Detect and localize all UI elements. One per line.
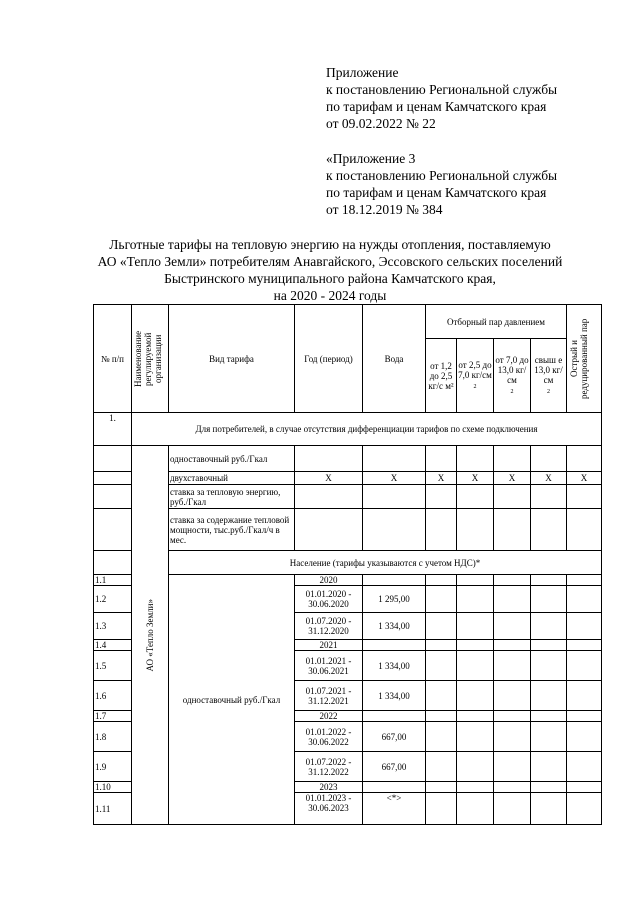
row-water [363,640,426,651]
header-line: Приложение [326,65,399,80]
kind-energy-rate: ставка за тепловую энергию, руб./Гкал [169,485,295,509]
header-p2: от 2,5 до 7,0 кг/см 2 [457,339,494,413]
kind-capacity-rate: ставка за содержание тепловой мощности, тыс.руб./Гкал/ч в мес. [169,509,295,551]
tariff-table [93,304,602,825]
org-name-cell: АО «Тепло Земли» [132,446,169,825]
header-line: к постановлению Региональной службы [326,82,558,97]
x-mark: Х [363,472,426,485]
row-num: 1.5 [94,651,132,681]
row-period: 2023 [295,782,363,793]
x-mark: Х [531,472,567,485]
section-title: Для потребителей, в случае отсутствия дифференциации тарифов по схеме подключения [132,413,602,446]
row-period: 01.01.2023 - 30.06.2023 [295,793,363,825]
row-num: 1.1 [94,575,132,586]
header-line: от 18.12.2019 № 384 [326,202,443,217]
header-block-2 [326,150,557,218]
x-mark: Х [494,472,531,485]
row-water [363,782,426,793]
row-period: 01.01.2022 - 30.06.2022 [295,722,363,752]
header-line: по тарифам и ценам Камчатского края [326,99,547,114]
row-num: 1.3 [94,613,132,640]
header-p3: от 7,0 до 13,0 кг/см 2 [494,339,531,413]
row-water: 667,00 [363,752,426,782]
header-line: «Приложение 3 [326,151,416,166]
row-period: 01.07.2020 - 31.12.2020 [295,613,363,640]
row-period: 2020 [295,575,363,586]
title-line: Льготные тарифы на тепловую энергию на нужды отопления, поставляемую [109,237,551,252]
row-water: 1 334,00 [363,651,426,681]
header-year: Год (период) [295,305,363,413]
row-water [363,575,426,586]
header-water: Вода [363,305,426,413]
row-period: 2022 [295,711,363,722]
document-title [60,236,600,304]
population-row: Население (тарифы указываются с учетом НДС)* [169,551,602,575]
title-line: на 2020 - 2024 годы [273,288,387,303]
row-num: 1.6 [94,681,132,711]
header-line: от 09.02.2022 № 22 [326,116,436,131]
row-num: 1.9 [94,752,132,782]
x-mark: Х [295,472,363,485]
row-water [363,711,426,722]
row-num: 1.7 [94,711,132,722]
header-kind: Вид тарифа [169,305,295,413]
x-mark: Х [426,472,457,485]
row-period: 01.07.2022 - 31.12.2022 [295,752,363,782]
header-line: по тарифам и ценам Камчатского края [326,185,547,200]
header-num: № п/п [94,305,132,413]
x-mark: Х [457,472,494,485]
row-water: 667,00 [363,722,426,752]
title-line: АО «Тепло Земли» потребителям Анавгайского, Эссовского сельских поселений [97,254,563,269]
header-p4: свыш е 13,0 кг/см 2 [531,339,567,413]
row-period: 2021 [295,640,363,651]
kind-single: одноставочный руб./Гкал [169,446,295,472]
x-mark: Х [567,472,602,485]
row-water: 1 334,00 [363,613,426,640]
row-num: 1.11 [94,793,132,825]
row-num: 1.10 [94,782,132,793]
kind-double: двухставочный [169,472,295,485]
row-num: 1.4 [94,640,132,651]
header-sharp-steam: Острый и редуцированный пар [567,305,602,413]
header-org: Наименование регулируемой организации [132,305,169,413]
header-steam: Отборный пар давлением [426,305,567,339]
row-water: 1 295,00 [363,586,426,613]
row-num: 1.8 [94,722,132,752]
row-period: 01.01.2021 - 30.06.2021 [295,651,363,681]
row-water: <*> [363,793,426,825]
kind-main: одноставочный руб./Гкал [169,575,295,825]
title-line: Быстринского муниципального района Камчатского края, [164,271,496,286]
header-p1: от 1,2 до 2,5 кг/с м² [426,339,457,413]
row-water: 1 334,00 [363,681,426,711]
row-num: 1.2 [94,586,132,613]
header-line: к постановлению Региональной службы [326,168,558,183]
row-period: 01.01.2020 - 30.06.2020 [295,586,363,613]
row-period: 01.07.2021 - 31.12.2021 [295,681,363,711]
section-num: 1. [94,413,132,446]
header-block-1 [326,64,557,132]
